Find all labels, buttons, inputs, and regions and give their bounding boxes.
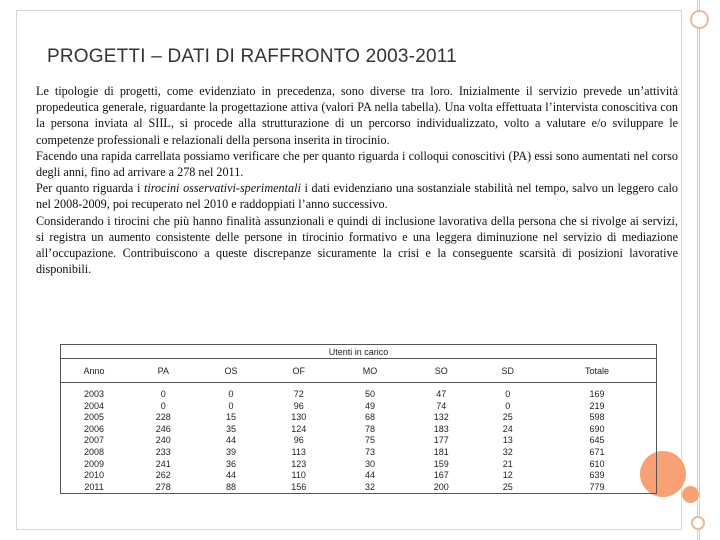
table-cell-anno: 2011: [84, 481, 104, 492]
table-cell-anno: 2003: [83, 389, 105, 399]
table-cell-anno: 2004: [83, 400, 105, 411]
table-cell-anno: 2009: [83, 458, 105, 469]
table-cell-os: 0: [228, 400, 234, 411]
table-header-anno: Anno: [61, 359, 128, 383]
table-cell-totale: 671: [589, 446, 605, 457]
table-cell-so: 177: [433, 435, 449, 446]
table-cell-so: 200: [433, 481, 449, 492]
paragraph-tirocini: [36, 180, 678, 212]
table-cell-mo: 50: [365, 389, 376, 399]
table-header-totale: Totale: [538, 359, 656, 383]
decorative-vertical-line: [697, 0, 700, 540]
table-row: [61, 401, 657, 413]
table-row: [61, 412, 657, 424]
table-cell-sd: 12: [502, 470, 513, 481]
decorative-ring-bottom: [691, 516, 705, 530]
table-cell-of: 156: [291, 481, 307, 492]
table-cell-so: 181: [433, 446, 449, 457]
table-cell-pa: 262: [155, 470, 171, 481]
paragraph-intro: Le tipologie di progetti, come evidenziato in precedenza, sono diverse tra loro. Inizialmente il servizio prevede un’attività propedeutica generale, riguardante la progettazione attiva (valori PA nella tabella). Una volta effettuata l’intervista conoscitiva con la persona inviata al SIIL, si procede alla strutturazione di un percorso individualizzato, volto a valutare e/o sviluppare le competenze professionali e relazionali della persona inserita in tirocinio.: [36, 84, 678, 147]
table-cell-so: 159: [433, 458, 449, 469]
table-cell-so: 132: [433, 412, 449, 423]
table-header-of: OF: [262, 359, 335, 383]
table-cell-pa: 246: [155, 423, 171, 434]
table-cell-sd: 25: [502, 481, 513, 492]
table-header-mo: MO: [335, 359, 405, 383]
table-cell-mo: 32: [365, 481, 376, 492]
decorative-circle-small: [682, 486, 699, 503]
table-row: [61, 470, 657, 482]
table-cell-os: 44: [225, 470, 236, 481]
table-cell-pa: 228: [155, 412, 171, 423]
table-row: [61, 482, 657, 494]
table-cell-sd: 0: [505, 400, 511, 411]
table-cell-mo: 30: [365, 458, 376, 469]
table-cell-of: 72: [293, 389, 304, 399]
table-cell-totale: 610: [589, 458, 605, 469]
table-cell-of: 110: [291, 470, 306, 481]
data-table: [60, 344, 657, 494]
table-cell-os: 15: [225, 412, 236, 423]
table-cell-mo: 73: [365, 446, 376, 457]
table-cell-mo: 68: [365, 412, 376, 423]
table-cell-sd: 13: [502, 435, 513, 446]
table-cell-pa: 240: [155, 435, 171, 446]
table-cell-anno: 2006: [83, 423, 105, 434]
table-cell-of: 130: [291, 412, 307, 423]
table-cell-of: 96: [293, 400, 304, 411]
table-cell-anno: 2005: [83, 412, 105, 423]
paragraph-conclusion: Considerando i tirocini che più hanno finalità assunzionali e quindi di inclusione lavorativa della persona che si rivolge ai servizi, si registra un aumento consistente delle persone in tirocinio formativo e una leggera diminuzione nel servizio di mediazione all’occupazione. Contribuiscono a queste discrepanze sicuramente la crisi e la conseguente scarsità di posizioni lavorative disponibili.: [36, 213, 678, 277]
table-cell-os: 36: [225, 458, 236, 469]
table-row: [61, 459, 657, 471]
table-cell-pa: 0: [160, 389, 166, 399]
paragraph-pa: Facendo una rapida carrellata possiamo verificare che per quanto riguarda i colloqui conoscitivi (PA) essi sono aumentati nel corso degli anni, fino ad arrivare a 278 nel 2011.: [36, 148, 678, 180]
table-cell-of: 123: [291, 458, 307, 469]
table-cell-mo: 49: [365, 400, 376, 411]
table-cell-totale: 169: [589, 389, 605, 399]
slide-title: PROGETTI – DATI DI RAFFRONTO 2003-2011: [47, 46, 457, 67]
table-cell-totale: 779: [589, 481, 605, 492]
table-header-os: OS: [200, 359, 263, 383]
table-cell-os: 44: [225, 435, 236, 446]
table-body: [61, 383, 657, 494]
paragraph-tirocini-rest: i dati evidenziano una sostanziale stabilità nel tempo, salvo un leggero calo nel 2008-2009, poi recuperato nel 2010 e raddoppiati l’anno successivo.: [36, 181, 678, 212]
table-cell-of: 113: [291, 446, 306, 457]
table-cell-pa: 278: [155, 481, 171, 492]
table-cell-of: 96: [293, 435, 304, 446]
table-cell-so: 183: [433, 423, 449, 434]
table-cell-totale: 690: [589, 423, 605, 434]
table-cell-mo: 44: [365, 470, 376, 481]
table-cell-sd: 21: [502, 458, 513, 469]
paragraph-tirocini-emphasis: tirocini osservativi-sperimentali: [144, 181, 301, 196]
table-cell-totale: 219: [589, 400, 605, 411]
table-header-so: SO: [405, 359, 478, 383]
table-cell-os: 35: [225, 423, 236, 434]
table-cell-anno: 2008: [83, 446, 105, 457]
table-row: [61, 447, 657, 459]
table-cell-sd: 32: [502, 446, 513, 457]
table-row: [61, 424, 657, 436]
table-row: [61, 435, 657, 447]
table-cell-of: 124: [291, 423, 307, 434]
table-cell-so: 167: [433, 470, 449, 481]
table-cell-pa: 241: [155, 458, 171, 469]
table-cell-mo: 75: [365, 435, 376, 446]
table-cell-so: 74: [436, 400, 447, 411]
table-cell-so: 47: [436, 389, 447, 399]
table-cell-mo: 78: [365, 423, 376, 434]
table-cell-os: 39: [225, 446, 236, 457]
table-cell-anno: 2007: [83, 435, 105, 446]
table-cell-totale: 639: [589, 470, 605, 481]
table-header-row: [61, 359, 657, 383]
table-cell-sd: 0: [505, 389, 511, 399]
table-cell-totale: 645: [589, 435, 605, 446]
table-header-pa: PA: [127, 359, 200, 383]
table-cell-os: 88: [225, 481, 236, 492]
table-cell-pa: 233: [155, 446, 171, 457]
table-group-header: Utenti in carico: [61, 345, 657, 359]
table-cell-anno: 2010: [83, 470, 105, 481]
table-row: [61, 383, 657, 401]
table-cell-totale: 598: [589, 412, 605, 423]
paragraph-tirocini-lead: Per quanto riguarda i: [36, 181, 144, 196]
table-cell-sd: 25: [502, 412, 513, 423]
body-text: [36, 83, 678, 277]
table-cell-pa: 0: [160, 400, 166, 411]
table-header-sd: SD: [478, 359, 538, 383]
table-cell-os: 0: [228, 389, 234, 399]
table-cell-sd: 24: [502, 423, 513, 434]
decorative-ring-top: [690, 10, 709, 29]
